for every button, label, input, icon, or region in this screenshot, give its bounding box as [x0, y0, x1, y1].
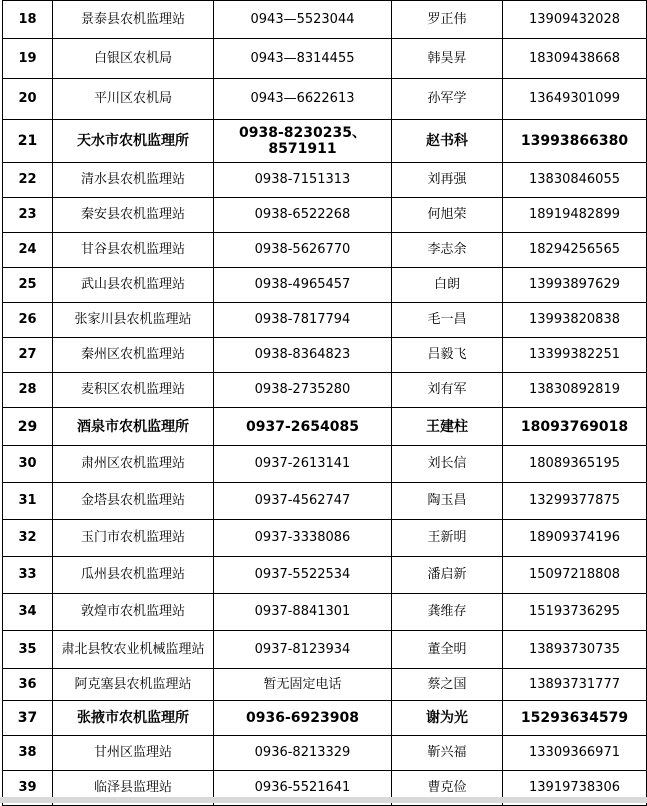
mobile-phone-cell: 13649301099 — [503, 79, 647, 120]
horizontal-scrollbar[interactable] — [0, 797, 647, 803]
unit-name-cell: 阿克塞县农机监理站 — [53, 669, 214, 701]
contact-person-cell: 白朗 — [392, 268, 503, 303]
contact-person-cell: 孙军学 — [392, 79, 503, 120]
contact-person-cell: 董全明 — [392, 631, 503, 669]
unit-name-cell: 肃州区农机监理站 — [53, 446, 214, 483]
unit-name-cell: 玉门市农机监理站 — [53, 520, 214, 557]
mobile-phone-cell: 13830892819 — [503, 373, 647, 408]
mobile-phone-cell: 18909374196 — [503, 520, 647, 557]
row-number-cell: 35 — [3, 631, 53, 669]
office-phone-cell: 0938-7151313 — [214, 163, 392, 198]
contact-person-cell: 靳兴福 — [392, 736, 503, 771]
unit-name-cell: 金塔县农机监理站 — [53, 483, 214, 520]
mobile-phone-cell: 15293634579 — [503, 701, 647, 736]
contact-person-cell: 赵书科 — [392, 120, 503, 163]
table-row — [3, 520, 647, 557]
unit-name-cell: 肃北县牧农业机械监理站 — [53, 631, 214, 669]
row-number-cell: 19 — [3, 39, 53, 79]
table-row — [3, 163, 647, 198]
mobile-phone-cell: 13909432028 — [503, 1, 647, 39]
row-number-cell: 30 — [3, 446, 53, 483]
mobile-phone-cell: 13399382251 — [503, 338, 647, 373]
mobile-phone-cell: 13993866380 — [503, 120, 647, 163]
unit-name-cell: 甘州区监理站 — [53, 736, 214, 771]
unit-name-cell: 临泽县监理站 — [53, 771, 214, 806]
row-number-cell: 36 — [3, 669, 53, 701]
row-number-cell: 32 — [3, 520, 53, 557]
contact-person-cell: 曹克俭 — [392, 771, 503, 806]
row-number-cell: 24 — [3, 233, 53, 268]
row-number-cell: 23 — [3, 198, 53, 233]
unit-name-cell: 秦州区农机监理站 — [53, 338, 214, 373]
contact-person-cell: 何旭荣 — [392, 198, 503, 233]
row-number-cell: 31 — [3, 483, 53, 520]
mobile-phone-cell: 13993897629 — [503, 268, 647, 303]
office-phone-cell: 0938-7817794 — [214, 303, 392, 338]
row-number-cell: 37 — [3, 701, 53, 736]
unit-name-cell: 张家川县农机监理站 — [53, 303, 214, 338]
office-phone-cell: 0938-5626770 — [214, 233, 392, 268]
table-row — [3, 408, 647, 446]
contact-person-cell: 韩昊昇 — [392, 39, 503, 79]
mobile-phone-cell: 13919738306 — [503, 771, 647, 806]
table-row — [3, 198, 647, 233]
row-number-cell: 22 — [3, 163, 53, 198]
row-number-cell: 26 — [3, 303, 53, 338]
mobile-phone-cell: 13830846055 — [503, 163, 647, 198]
table-row — [3, 446, 647, 483]
table-row — [3, 631, 647, 669]
unit-name-cell: 武山县农机监理站 — [53, 268, 214, 303]
unit-name-cell: 瓜州县农机监理站 — [53, 557, 214, 594]
row-number-cell: 25 — [3, 268, 53, 303]
mobile-phone-cell: 15097218808 — [503, 557, 647, 594]
contact-person-cell: 毛一昌 — [392, 303, 503, 338]
contact-person-cell: 李志余 — [392, 233, 503, 268]
contact-person-cell: 罗正伟 — [392, 1, 503, 39]
unit-name-cell: 酒泉市农机监理所 — [53, 408, 214, 446]
office-phone-cell: 0937-4562747 — [214, 483, 392, 520]
table-row — [3, 594, 647, 631]
contact-person-cell: 刘长信 — [392, 446, 503, 483]
table-row — [3, 373, 647, 408]
unit-name-cell: 张掖市农机监理所 — [53, 701, 214, 736]
office-phone-cell: 0937-2613141 — [214, 446, 392, 483]
mobile-phone-cell: 13893731777 — [503, 669, 647, 701]
office-phone-cell: 0937-5522534 — [214, 557, 392, 594]
contact-person-cell: 潘启新 — [392, 557, 503, 594]
table-row — [3, 701, 647, 736]
office-phone-cell: 0943—5523044 — [214, 1, 392, 39]
row-number-cell: 21 — [3, 120, 53, 163]
unit-name-cell: 白银区农机局 — [53, 39, 214, 79]
table-row — [3, 39, 647, 79]
row-number-cell: 38 — [3, 736, 53, 771]
mobile-phone-cell: 18089365195 — [503, 446, 647, 483]
table-row — [3, 268, 647, 303]
contact-person-cell: 刘再强 — [392, 163, 503, 198]
office-phone-cell: 暂无固定电话 — [214, 669, 392, 701]
unit-name-cell: 平川区农机局 — [53, 79, 214, 120]
contact-person-cell: 陶玉昌 — [392, 483, 503, 520]
unit-name-cell: 甘谷县农机监理站 — [53, 233, 214, 268]
row-number-cell: 18 — [3, 1, 53, 39]
mobile-phone-cell: 13299377875 — [503, 483, 647, 520]
row-number-cell: 28 — [3, 373, 53, 408]
contact-person-cell: 刘有军 — [392, 373, 503, 408]
table-row — [3, 79, 647, 120]
contact-person-cell: 谢为光 — [392, 701, 503, 736]
office-phone-cell: 0937-2654085 — [214, 408, 392, 446]
contact-person-cell: 王新明 — [392, 520, 503, 557]
unit-name-cell: 敦煌市农机监理站 — [53, 594, 214, 631]
table-row — [3, 120, 647, 163]
mobile-phone-cell: 18294256565 — [503, 233, 647, 268]
row-number-cell: 20 — [3, 79, 53, 120]
mobile-phone-cell: 13993820838 — [503, 303, 647, 338]
office-phone-cell: 0943—6622613 — [214, 79, 392, 120]
contact-table — [2, 0, 647, 806]
office-phone-cell: 0938-8364823 — [214, 338, 392, 373]
contact-person-cell: 王建柱 — [392, 408, 503, 446]
row-number-cell: 39 — [3, 771, 53, 806]
office-phone-cell: 0936-8213329 — [214, 736, 392, 771]
unit-name-cell: 麦积区农机监理站 — [53, 373, 214, 408]
table-row — [3, 557, 647, 594]
mobile-phone-cell: 18093769018 — [503, 408, 647, 446]
unit-name-cell: 天水市农机监理所 — [53, 120, 214, 163]
unit-name-cell: 秦安县农机监理站 — [53, 198, 214, 233]
table-body — [3, 1, 647, 806]
row-number-cell: 27 — [3, 338, 53, 373]
office-phone-cell: 0938-2735280 — [214, 373, 392, 408]
contact-person-cell: 龚维存 — [392, 594, 503, 631]
table-row — [3, 669, 647, 701]
row-number-cell: 29 — [3, 408, 53, 446]
mobile-phone-cell: 15193736295 — [503, 594, 647, 631]
office-phone-cell: 0938-4965457 — [214, 268, 392, 303]
office-phone-cell: 0938-8230235、8571911 — [214, 120, 392, 163]
row-number-cell: 34 — [3, 594, 53, 631]
table-row — [3, 736, 647, 771]
mobile-phone-cell: 13893730735 — [503, 631, 647, 669]
mobile-phone-cell: 18919482899 — [503, 198, 647, 233]
row-number-cell: 33 — [3, 557, 53, 594]
office-phone-cell: 0937-8123934 — [214, 631, 392, 669]
mobile-phone-cell: 13309366971 — [503, 736, 647, 771]
table-row — [3, 303, 647, 338]
table-row — [3, 233, 647, 268]
unit-name-cell: 景泰县农机监理站 — [53, 1, 214, 39]
office-phone-cell: 0937-3338086 — [214, 520, 392, 557]
contact-person-cell: 蔡之国 — [392, 669, 503, 701]
office-phone-cell: 0943—8314455 — [214, 39, 392, 79]
table-row — [3, 338, 647, 373]
table-row — [3, 1, 647, 39]
table-row — [3, 483, 647, 520]
office-phone-cell: 0938-6522268 — [214, 198, 392, 233]
office-phone-cell: 0936-6923908 — [214, 701, 392, 736]
office-phone-cell: 0937-8841301 — [214, 594, 392, 631]
office-phone-cell: 0936-5521641 — [214, 771, 392, 806]
mobile-phone-cell: 18309438668 — [503, 39, 647, 79]
contact-person-cell: 吕毅飞 — [392, 338, 503, 373]
unit-name-cell: 清水县农机监理站 — [53, 163, 214, 198]
